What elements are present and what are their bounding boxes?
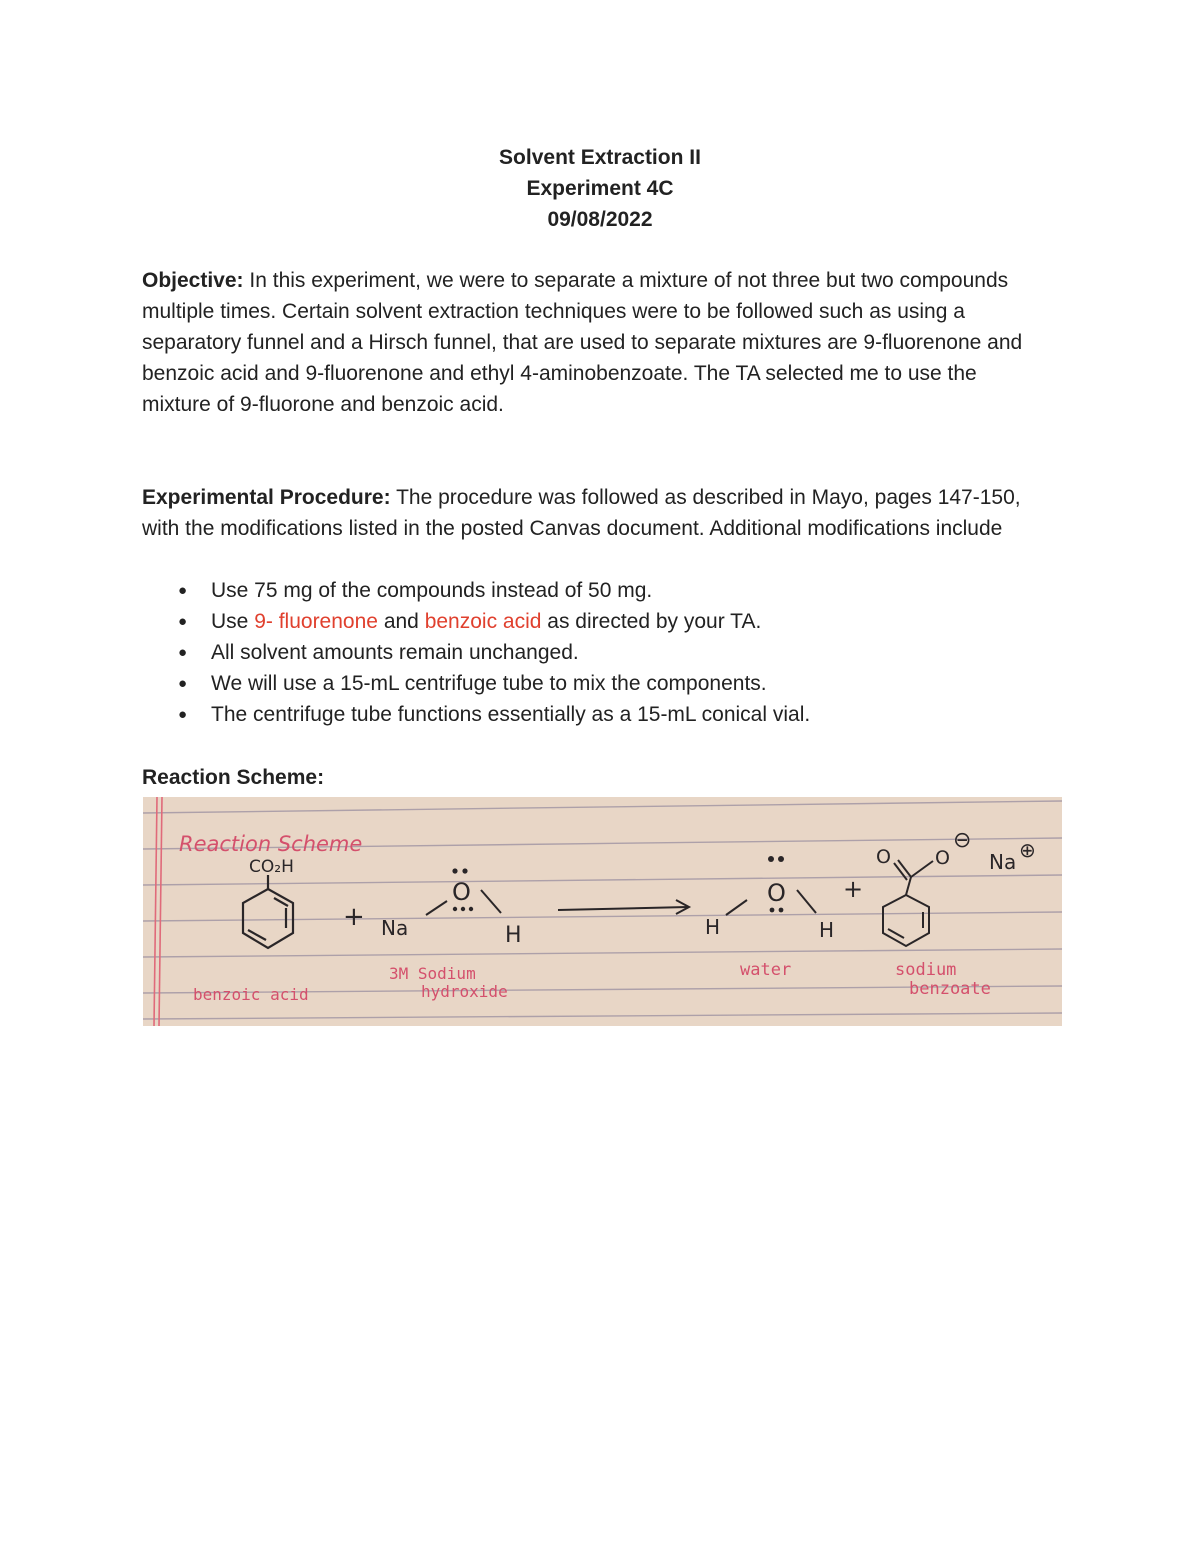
objective-label: Objective: [142,269,244,292]
list-item [142,606,1042,637]
plus-sign: + [343,902,365,932]
experiment-date: 09/08/2022 [547,208,653,231]
procedure-label: Experimental Procedure: [142,486,391,509]
compound-benzoic-acid: benzoic acid [424,610,542,633]
reaction-scheme-heading: Reaction Scheme: [142,766,325,789]
benzoic-acid-label: benzoic acid [193,985,309,1004]
list-item-text-mid: and [383,610,419,633]
sodium-cation: Na [989,850,1017,874]
water-hydrogen-right: H [819,918,835,942]
naoh-label-line1: 3M Sodium [389,964,476,983]
benzoate-label-line1: sodium [895,960,957,980]
compound-fluorenone: 9- fluorenone [254,610,378,633]
objective-text: In this experiment, we were to separate a mixture of not three but two compounds multiple times. Certain solvent extraction techniques were to be followed such as using a separatory funnel and a Hirsch funnel, that are used to separate mixtures are 9-fluorenone and benzoic acid and 9-fluorenone and ethyl 4-aminobenzoate. The TA selected me to use the mixture of 9-fluorone and benzoic acid. [142,269,1023,416]
reaction-scheme-image [143,797,1062,1026]
bullet-icon: ● [178,613,188,630]
negative-charge-icon: ⊖ [953,828,972,853]
bullet-icon: ● [178,644,188,661]
co2h-label: CO₂H [249,857,294,877]
list-item-text: All solvent amounts remain unchanged. [211,641,579,664]
experiment-number: Experiment 4C [526,177,674,200]
list-item-text: We will use a 15-mL centrifuge tube to mix the components. [211,672,767,695]
carbonyl-oxygen: O [876,846,891,868]
scheme-title: Reaction Scheme [179,832,363,856]
water-hydrogen-left: H [705,915,721,939]
list-item [142,575,1042,606]
sodium-label: Na [381,916,409,940]
objective-section [142,265,1042,420]
procedure-section [142,482,1042,544]
document-title: Solvent Extraction II [499,146,701,169]
list-item [142,699,1042,730]
bullet-icon: ● [178,582,188,599]
hydroxide-oxygen: O [452,878,471,906]
anionic-oxygen: O [935,847,950,869]
list-item [142,637,1042,668]
list-item-text-pre: Use [211,610,249,633]
list-item-text: The centrifuge tube functions essentially as a 15-mL conical vial. [211,703,811,726]
benzoate-label-line2: benzoate [909,979,991,999]
modifications-list [142,575,1042,730]
hydroxide-hydrogen: H [505,923,522,948]
bullet-icon: ● [178,706,188,723]
plus-sign: + [843,875,864,903]
document-header [0,142,1200,235]
positive-charge-icon: ⊕ [1019,838,1036,862]
water-label: water [740,960,792,980]
bullet-icon: ● [178,675,188,692]
procedure-text: The procedure was followed as described in Mayo, pages 147-150, with the modifications listed in the posted Canvas document. Additional modifications include [142,486,1021,540]
list-item [142,668,1042,699]
list-item-text-post: as directed by your TA. [547,610,762,633]
list-item-text: Use 75 mg of the compounds instead of 50 mg. [211,579,653,602]
naoh-label-line2: hydroxide [421,982,508,1001]
water-oxygen: O [767,879,786,907]
